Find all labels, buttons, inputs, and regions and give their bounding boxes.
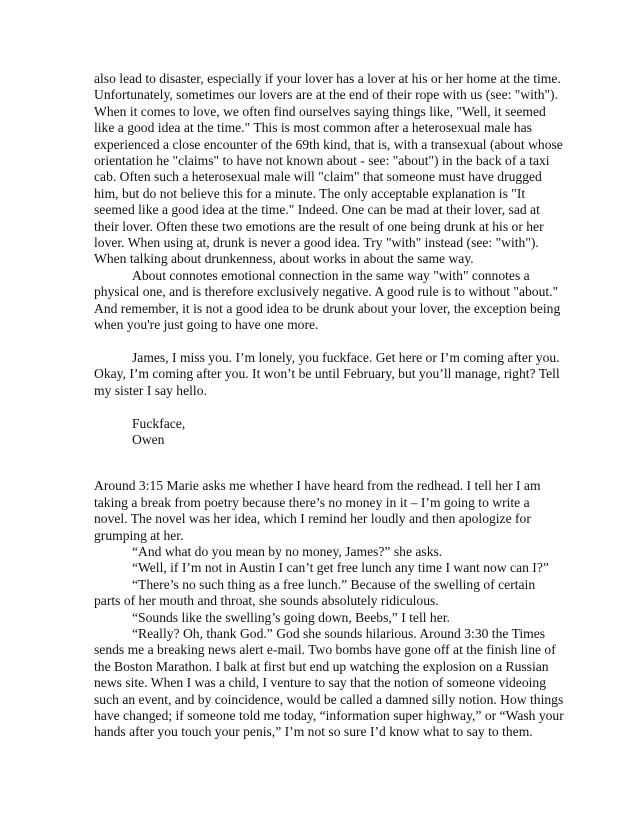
narrative-paragraph-4: “There’s no such thing as a free lunch.” Because of the swelling of certain parts of her mouth and throat, she sounds absolutely ridiculous. (94, 576, 536, 609)
letter-paragraph-2: About connotes emotional connection in the same way "with" connotes a physical one, and is therefore exclusively negative. A good rule is to without "about." And remember, it is not a good idea to be drunk about your lover, the exception being when you're just going to have one more. (94, 267, 561, 333)
letter-paragraph-3: James, I miss you. I’m lonely, you fuckface. Get here or I’m coming after you. Okay, I’m coming after you. It won’t be until February, but you’ll manage, right? Tell my sister I say hello. (94, 349, 560, 398)
narrative-paragraph-3: “Well, if I’m not in Austin I can’t get free lunch any time I want now can I?” (132, 560, 549, 576)
letter-closing: Fuckface, (132, 415, 186, 431)
spacer (94, 334, 564, 350)
narrative-paragraph-2: “And what do you mean by no money, James?” she asks. (132, 543, 443, 559)
spacer (94, 399, 564, 415)
letter-signature: Owen (132, 431, 165, 447)
document-page (94, 71, 564, 741)
narrative-paragraph-6: “Really? Oh, thank God.” God she sounds hilarious. Around 3:30 the Times sends me a breaking news alert e-mail. Two bombs have gone off at the finish line of the Boston Marathon. I balk at first but end up watching the explosion on a Russian news site. When I was a child, I venture to say that the notion of someone videoing such an event, and by coincidence, would be called a damned silly notion. How things have changed; if someone told me today, “information super highway,” or “Wash your hands after you touch your penis,” I’m not so sure I’d know what to say to them. (94, 625, 564, 740)
letter-paragraph-1: also lead to disaster, especially if your lover has a lover at his or her home at the time. Unfortunately, sometimes our lovers are at the end of their rope with us (see: "with"). When it comes to love, we often find ourselves saying things like, "Well, it seemed like a good idea at the time." This is most common after a heterosexual male has experienced a close encounter of the 69th kind, that is, with a transexual (about whose orientation he "claims" to have not known about - see: "about") in the back of a taxi cab. Often such a heterosexual male will "claim" that someone must have drugged him, but do not believe this for a minute. The only acceptable explanation is "It seemed like a good idea at the time." Indeed. One can be mad at their lover, sad at their lover. Often these two emotions are the result of one being drunk at his or her lover. When using at, drunk is never a good idea. Try "with" instead (see: "with"). When talking about drunkenness, about works in about the same way. (94, 71, 563, 267)
section-break (94, 448, 564, 478)
narrative-paragraph-1: Around 3:15 Marie asks me whether I have heard from the redhead. I tell her I am taking a break from poetry because there’s no money in it – I’m going to write a novel. The novel was her idea, which I remind her loudly and then apologize for grumping at her. (94, 478, 541, 543)
narrative-paragraph-5: “Sounds like the swelling’s going down, Beebs,” I tell her. (132, 609, 450, 625)
